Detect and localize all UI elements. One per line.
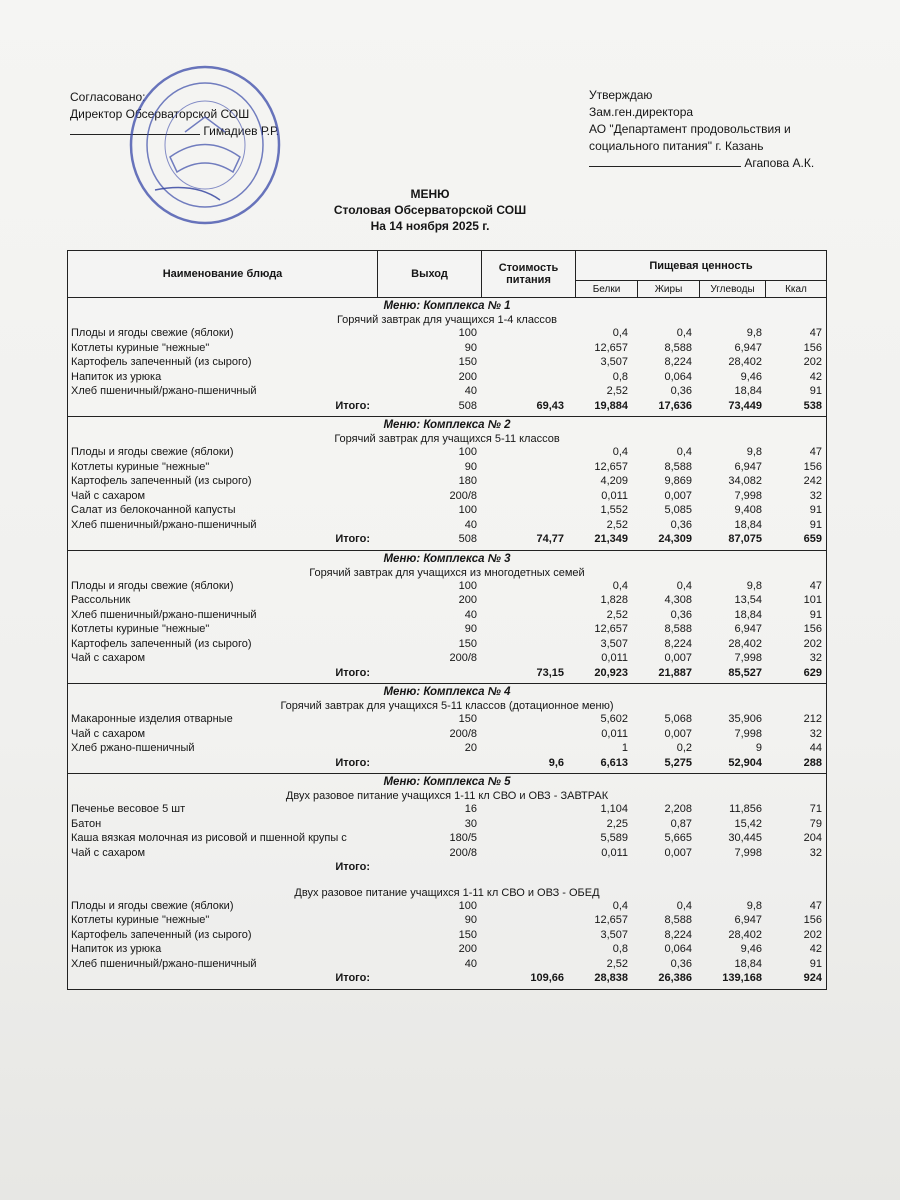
total-carbs: 52,904 xyxy=(728,756,762,769)
canteen-name: Столовая Обсерваторской СОШ xyxy=(333,203,527,217)
table-row xyxy=(68,832,826,847)
table-row xyxy=(68,818,826,833)
meal-subtitle: Двух разовое питание учащихся 1-11 кл СВО и ОВЗ - ОБЕД xyxy=(294,886,600,899)
total-label: Итого: xyxy=(335,666,370,679)
portion-value: 150 xyxy=(458,637,477,650)
dish-name: Хлеб пшеничный/ржано-пшеничный xyxy=(71,385,257,397)
total-row xyxy=(68,667,826,682)
protein-value: 0,4 xyxy=(612,327,628,339)
carbs-value: 9,46 xyxy=(740,370,762,383)
col-nutrition: Пищевая ценность xyxy=(576,251,826,281)
carbs-value: 15,42 xyxy=(734,817,762,830)
portion-value: 30 xyxy=(464,817,477,830)
fat-value: 0,007 xyxy=(664,846,692,859)
dish-name: Каша вязкая молочная из рисовой и пшенной крупы с xyxy=(71,832,347,844)
meal-subtitle: Двух разовое питание учащихся 1-11 кл СВО и ОВЗ - ЗАВТРАК xyxy=(285,790,609,802)
protein-value: 3,507 xyxy=(600,637,628,650)
kcal-value: 91 xyxy=(809,957,822,970)
carbs-value: 9 xyxy=(755,742,762,754)
menu-title-block xyxy=(280,186,580,234)
company-line-2: социального питания" г. Казань xyxy=(589,139,764,153)
protein-value: 1,552 xyxy=(600,504,628,516)
total-label: Итого: xyxy=(335,972,370,984)
total-protein: 28,838 xyxy=(594,972,628,984)
carbs-value: 7,998 xyxy=(734,489,762,502)
kcal-value: 32 xyxy=(809,727,822,740)
fat-value: 0,064 xyxy=(664,943,692,955)
carbs-value: 9,8 xyxy=(746,579,762,592)
total-kcal: 538 xyxy=(803,399,822,412)
table-row xyxy=(68,475,826,490)
dish-name: Макаронные изделия отварные xyxy=(71,713,233,725)
portion-value: 100 xyxy=(458,899,477,912)
fat-value: 0,87 xyxy=(670,817,692,830)
meal-subtitle: Горячий завтрак для учащихся 5-11 классов (дотационное меню) xyxy=(280,700,614,712)
dish-name: Батон xyxy=(71,817,102,830)
total-protein: 21,349 xyxy=(594,533,628,545)
total-fat: 21,887 xyxy=(658,666,692,679)
company-line-1: АО "Департамент продовольствия и xyxy=(589,122,791,136)
fat-value: 8,224 xyxy=(664,637,692,650)
col-kcal: Ккал xyxy=(785,283,807,295)
table-row xyxy=(68,519,826,534)
dish-name: Напиток из урюка xyxy=(71,370,162,383)
dish-name: Чай с сахаром xyxy=(71,846,146,859)
total-cost: 73,15 xyxy=(536,666,564,679)
portion-value: 100 xyxy=(458,579,477,592)
total-label: Итого: xyxy=(335,399,370,412)
total-label: Итого: xyxy=(335,861,370,873)
total-kcal: 659 xyxy=(803,533,822,545)
kcal-value: 91 xyxy=(809,385,822,397)
carbs-value: 9,8 xyxy=(746,446,762,458)
col-carbs: Углеводы xyxy=(700,281,766,297)
carbs-value: 6,947 xyxy=(734,460,762,473)
total-carbs: 73,449 xyxy=(728,399,762,412)
table-row xyxy=(68,594,826,609)
menu-sections xyxy=(68,298,826,990)
fat-value: 9,869 xyxy=(664,475,692,487)
dish-name: Хлеб пшеничный/ржано-пшеничный xyxy=(71,518,257,531)
table-row xyxy=(68,929,826,944)
dish-name: Чай с сахаром xyxy=(71,727,146,740)
portion-value: 90 xyxy=(464,914,477,926)
dish-name: Плоды и ягоды свежие (яблоки) xyxy=(71,446,234,458)
table-row xyxy=(68,356,826,371)
portion-value: 150 xyxy=(458,356,477,368)
menu-section xyxy=(68,417,826,551)
fat-value: 0,007 xyxy=(664,652,692,664)
carbs-value: 7,998 xyxy=(734,727,762,740)
fat-value: 0,064 xyxy=(664,370,692,383)
portion-value: 200/8 xyxy=(449,652,477,664)
total-protein: 19,884 xyxy=(594,399,628,412)
fat-value: 8,588 xyxy=(664,914,692,926)
protein-value: 3,507 xyxy=(600,356,628,368)
total-fat: 17,636 xyxy=(658,399,692,412)
protein-value: 5,602 xyxy=(600,713,628,725)
carbs-value: 30,445 xyxy=(728,832,762,844)
menu-complex-title: Меню: Комплекса № 5 xyxy=(383,776,511,788)
table-row xyxy=(68,623,826,638)
total-kcal: 924 xyxy=(803,972,822,984)
table-row xyxy=(68,847,826,862)
portion-value: 90 xyxy=(464,341,477,354)
menu-date: На 14 ноября 2025 г. xyxy=(370,219,490,233)
dish-name: Котлеты куриные "нежные" xyxy=(71,460,210,473)
carbs-value: 28,402 xyxy=(728,637,762,650)
protein-value: 1 xyxy=(621,742,628,754)
dish-name: Напиток из урюка xyxy=(71,943,162,955)
kcal-value: 204 xyxy=(803,832,822,844)
director-label: Директор Обсерваторской СОШ xyxy=(70,107,250,121)
portion-value: 150 xyxy=(458,928,477,941)
carbs-value: 13,54 xyxy=(734,594,762,606)
total-protein: 6,613 xyxy=(600,756,628,769)
kcal-value: 91 xyxy=(809,518,822,531)
portion-value: 200/8 xyxy=(449,846,477,859)
dish-name: Рассольник xyxy=(71,594,131,606)
kcal-value: 47 xyxy=(809,579,822,592)
kcal-value: 156 xyxy=(803,460,822,473)
dish-name: Котлеты куриные "нежные" xyxy=(71,914,210,926)
total-row xyxy=(68,972,826,987)
meal-subtitle: Горячий завтрак для учащихся 5-11 классов xyxy=(334,433,560,445)
fat-value: 5,068 xyxy=(664,713,692,725)
school-seal-stamp xyxy=(125,62,285,227)
dish-name: Хлеб ржано-пшеничный xyxy=(71,742,195,754)
protein-value: 2,52 xyxy=(606,385,628,397)
dish-name: Хлеб пшеничный/ржано-пшеничный xyxy=(71,957,257,970)
carbs-value: 18,84 xyxy=(734,608,762,621)
carbs-value: 34,082 xyxy=(728,475,762,487)
table-row xyxy=(68,461,826,476)
kcal-value: 202 xyxy=(803,928,822,941)
dish-name: Котлеты куриные "нежные" xyxy=(71,623,210,635)
meal-subtitle: Горячий завтрак для учащихся из многодетных семей xyxy=(309,566,585,579)
portion-value: 40 xyxy=(464,385,477,397)
col-fat: Жиры xyxy=(638,281,700,297)
total-carbs: 139,168 xyxy=(722,972,762,984)
total-portion: 508 xyxy=(458,399,477,412)
protein-value: 0,8 xyxy=(612,370,628,383)
menu-title: МЕНЮ xyxy=(410,187,450,201)
fat-value: 0,007 xyxy=(664,727,692,740)
table-row xyxy=(68,914,826,929)
total-row xyxy=(68,861,826,876)
dish-name: Котлеты куриные "нежные" xyxy=(71,341,210,354)
table-row xyxy=(68,728,826,743)
table-row xyxy=(68,713,826,728)
total-cost: 9,6 xyxy=(548,756,564,769)
dish-name: Салат из белокочанной капусты xyxy=(71,504,236,516)
total-carbs: 87,075 xyxy=(728,533,762,545)
fat-value: 0,36 xyxy=(670,385,692,397)
table-row xyxy=(68,371,826,386)
protein-value: 12,657 xyxy=(594,460,628,473)
fat-value: 0,36 xyxy=(670,518,692,531)
portion-value: 90 xyxy=(464,623,477,635)
menu-table xyxy=(67,250,827,990)
dish-name: Чай с сахаром xyxy=(71,489,146,502)
portion-value: 90 xyxy=(464,460,477,473)
menu-section xyxy=(68,684,826,774)
menu-complex-title: Меню: Комплекса № 2 xyxy=(383,419,511,431)
fat-value: 0,36 xyxy=(670,608,692,621)
total-cost: 109,66 xyxy=(530,972,564,984)
dish-name: Картофель запеченный (из сырого) xyxy=(71,637,252,650)
protein-value: 2,25 xyxy=(606,817,628,830)
table-row xyxy=(68,609,826,624)
kcal-value: 32 xyxy=(809,652,822,664)
fat-value: 5,665 xyxy=(664,832,692,844)
dish-name: Чай с сахаром xyxy=(71,652,146,664)
table-row xyxy=(68,504,826,519)
carbs-value: 11,856 xyxy=(729,803,762,815)
dish-name: Картофель запеченный (из сырого) xyxy=(71,356,252,368)
protein-value: 4,209 xyxy=(600,475,628,487)
kcal-value: 44 xyxy=(809,742,822,754)
total-row xyxy=(68,533,826,548)
table-row xyxy=(68,900,826,915)
kcal-value: 32 xyxy=(809,489,822,502)
dish-name: Хлеб пшеничный/ржано-пшеничный xyxy=(71,608,257,621)
carbs-value: 7,998 xyxy=(734,846,762,859)
menu-complex-title: Меню: Комплекса № 4 xyxy=(383,686,511,698)
fat-value: 8,588 xyxy=(664,341,692,354)
carbs-value: 18,84 xyxy=(734,957,762,970)
fat-value: 5,085 xyxy=(664,504,692,516)
deputy-title: Зам.ген.директора xyxy=(589,105,694,119)
table-row xyxy=(68,943,826,958)
menu-complex-title: Меню: Комплекса № 1 xyxy=(383,300,511,312)
kcal-value: 42 xyxy=(809,943,822,955)
protein-value: 3,507 xyxy=(600,928,628,941)
fat-value: 8,588 xyxy=(664,623,692,635)
fat-value: 8,224 xyxy=(664,928,692,941)
protein-value: 0,011 xyxy=(601,489,628,502)
dish-name: Картофель запеченный (из сырого) xyxy=(71,475,252,487)
portion-value: 16 xyxy=(464,803,477,815)
table-row xyxy=(68,385,826,400)
menu-section xyxy=(68,774,826,990)
total-portion: 508 xyxy=(458,533,477,545)
table-row xyxy=(68,580,826,595)
kcal-value: 156 xyxy=(803,341,822,354)
deputy-name: Агапова А.К. xyxy=(744,156,815,170)
total-cost: 74,77 xyxy=(536,533,564,545)
fat-value: 0,007 xyxy=(664,489,692,502)
fat-value: 8,588 xyxy=(664,460,692,473)
total-fat: 24,309 xyxy=(658,533,692,545)
table-row xyxy=(68,490,826,505)
table-row xyxy=(68,638,826,653)
protein-value: 5,589 xyxy=(600,832,628,844)
protein-value: 12,657 xyxy=(594,914,628,926)
dish-name: Картофель запеченный (из сырого) xyxy=(71,928,252,941)
kcal-value: 212 xyxy=(803,713,822,725)
portion-value: 40 xyxy=(464,957,477,970)
portion-value: 100 xyxy=(458,327,477,339)
portion-value: 100 xyxy=(458,504,477,516)
kcal-value: 71 xyxy=(809,803,822,815)
portion-value: 150 xyxy=(458,713,477,725)
agreed-label: Согласовано: xyxy=(70,90,146,104)
kcal-value: 202 xyxy=(803,637,822,650)
protein-value: 0,4 xyxy=(612,579,628,592)
kcal-value: 101 xyxy=(803,594,822,606)
portion-value: 40 xyxy=(464,608,477,621)
fat-value: 0,4 xyxy=(676,899,692,912)
dish-name: Плоды и ягоды свежие (яблоки) xyxy=(71,327,234,339)
menu-complex-title: Меню: Комплекса № 3 xyxy=(383,552,511,565)
carbs-value: 9,46 xyxy=(740,943,762,955)
carbs-value: 6,947 xyxy=(734,914,762,926)
protein-value: 1,828 xyxy=(600,594,628,606)
fat-value: 0,4 xyxy=(676,446,692,458)
kcal-value: 47 xyxy=(809,446,822,458)
fat-value: 2,208 xyxy=(664,803,692,815)
kcal-value: 156 xyxy=(803,623,822,635)
portion-value: 40 xyxy=(464,518,477,531)
menu-section xyxy=(68,298,826,417)
kcal-value: 42 xyxy=(809,370,822,383)
carbs-value: 18,84 xyxy=(734,518,762,531)
total-row xyxy=(68,400,826,415)
protein-value: 0,011 xyxy=(601,652,628,664)
director-name: Гимадиев Р.Р. xyxy=(203,124,280,138)
carbs-value: 6,947 xyxy=(734,341,762,354)
carbs-value: 28,402 xyxy=(728,356,762,368)
total-label: Итого: xyxy=(335,756,370,769)
protein-value: 0,011 xyxy=(601,846,628,859)
dish-name: Плоды и ягоды свежие (яблоки) xyxy=(71,579,234,592)
table-row xyxy=(68,327,826,342)
deputy-signature-line xyxy=(589,155,814,172)
total-cost: 69,43 xyxy=(536,399,564,412)
portion-value: 200 xyxy=(458,594,477,606)
kcal-value: 32 xyxy=(809,846,822,859)
kcal-value: 79 xyxy=(809,817,822,830)
fat-value: 4,308 xyxy=(664,594,692,606)
carbs-value: 18,84 xyxy=(734,385,762,397)
col-protein: Белки xyxy=(576,281,638,297)
portion-value: 20 xyxy=(464,742,477,754)
carbs-value: 35,906 xyxy=(728,713,762,725)
fat-value: 0,36 xyxy=(670,957,692,970)
kcal-value: 242 xyxy=(803,475,822,487)
total-kcal: 629 xyxy=(803,666,822,679)
col-dish-name: Наименование блюда xyxy=(68,251,378,297)
portion-value: 200/8 xyxy=(449,727,477,740)
table-row xyxy=(68,342,826,357)
total-carbs: 85,527 xyxy=(728,666,762,679)
portion-value: 200 xyxy=(458,943,477,955)
portion-value: 180/5 xyxy=(449,832,477,844)
protein-value: 12,657 xyxy=(594,623,628,635)
kcal-value: 91 xyxy=(809,608,822,621)
table-row xyxy=(68,958,826,973)
carbs-value: 28,402 xyxy=(728,928,762,941)
total-kcal: 288 xyxy=(803,756,822,769)
carbs-value: 9,408 xyxy=(734,504,762,516)
dish-name: Плоды и ягоды свежие (яблоки) xyxy=(71,899,234,912)
fat-value: 8,224 xyxy=(664,356,692,368)
total-protein: 20,923 xyxy=(594,666,628,679)
portion-value: 100 xyxy=(458,446,477,458)
kcal-value: 156 xyxy=(803,914,822,926)
protein-value: 0,011 xyxy=(601,727,628,740)
approve-label: Утверждаю xyxy=(589,88,653,102)
portion-value: 200/8 xyxy=(449,489,477,502)
table-row xyxy=(68,742,826,757)
carbs-value: 7,998 xyxy=(734,652,762,664)
protein-value: 1,104 xyxy=(600,803,628,815)
total-row xyxy=(68,757,826,772)
portion-value: 200 xyxy=(458,370,477,383)
dish-name: Печенье весовое 5 шт xyxy=(71,803,186,815)
table-row xyxy=(68,803,826,818)
meal-subtitle: Горячий завтрак для учащихся 1-4 классов xyxy=(336,314,558,326)
protein-value: 12,657 xyxy=(594,341,628,354)
kcal-value: 47 xyxy=(809,327,822,339)
kcal-value: 202 xyxy=(803,356,822,368)
protein-value: 0,4 xyxy=(612,446,628,458)
total-fat: 5,275 xyxy=(664,756,692,769)
carbs-value: 9,8 xyxy=(746,899,762,912)
table-row xyxy=(68,652,826,667)
total-fat: 26,386 xyxy=(658,972,692,984)
total-label: Итого: xyxy=(335,533,370,545)
fat-value: 0,4 xyxy=(676,327,692,339)
menu-section xyxy=(68,551,826,685)
col-portion: Выход xyxy=(378,251,482,297)
fat-value: 0,4 xyxy=(676,579,692,592)
protein-value: 0,4 xyxy=(612,899,628,912)
col-cost: Стоимость питания xyxy=(482,251,576,297)
table-row xyxy=(68,446,826,461)
carbs-value: 6,947 xyxy=(734,623,762,635)
protein-value: 0,8 xyxy=(612,943,628,955)
kcal-value: 47 xyxy=(809,899,822,912)
protein-value: 2,52 xyxy=(606,957,628,970)
portion-value: 180 xyxy=(458,475,477,487)
fat-value: 0,2 xyxy=(676,742,692,754)
table-header xyxy=(68,251,826,298)
protein-value: 2,52 xyxy=(606,518,628,531)
protein-value: 2,52 xyxy=(606,608,628,621)
approval-right-block xyxy=(589,87,814,172)
kcal-value: 91 xyxy=(809,504,822,516)
carbs-value: 9,8 xyxy=(746,327,762,339)
